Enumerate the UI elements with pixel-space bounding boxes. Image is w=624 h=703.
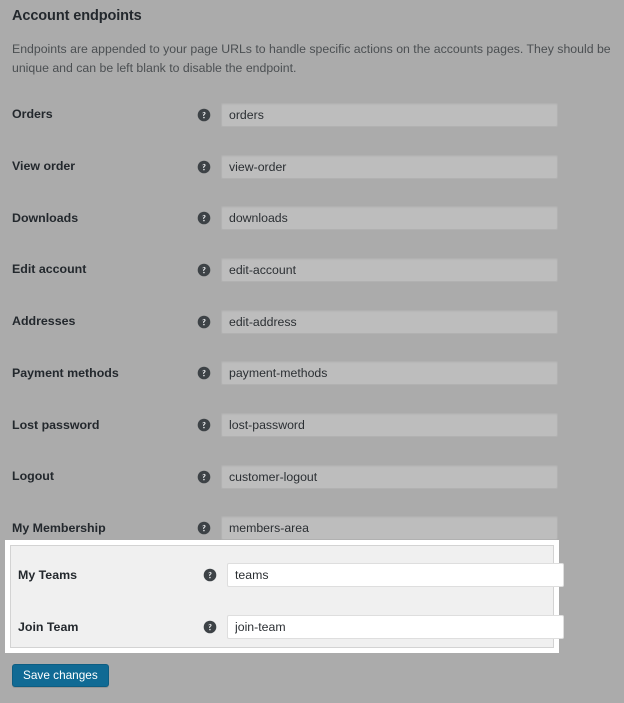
endpoint-input[interactable] — [221, 465, 558, 489]
endpoints-list — [12, 89, 612, 554]
endpoint-row — [12, 89, 612, 141]
help-circle-icon[interactable] — [197, 470, 211, 484]
endpoint-row — [12, 192, 612, 244]
help-circle-icon[interactable] — [197, 418, 211, 432]
endpoint-input[interactable] — [221, 103, 558, 127]
highlighted-endpoints-group — [5, 540, 559, 653]
endpoint-input[interactable] — [221, 206, 558, 230]
endpoint-label: View order — [12, 159, 76, 174]
save-changes-button[interactable]: Save changes — [12, 664, 109, 687]
endpoint-input[interactable] — [227, 615, 564, 639]
help-circle-icon[interactable] — [197, 211, 211, 225]
endpoint-row — [12, 399, 612, 451]
endpoint-label: Edit account — [12, 262, 87, 277]
endpoint-input[interactable] — [221, 258, 558, 282]
help-circle-icon[interactable] — [197, 366, 211, 380]
endpoint-row — [18, 563, 564, 587]
endpoint-input[interactable] — [221, 516, 558, 540]
help-circle-icon[interactable] — [197, 315, 211, 329]
help-circle-icon[interactable] — [203, 568, 217, 582]
endpoint-label: Logout — [12, 469, 54, 484]
endpoint-input[interactable] — [221, 155, 558, 179]
help-circle-icon[interactable] — [197, 160, 211, 174]
endpoint-input[interactable] — [221, 310, 558, 334]
endpoint-row — [12, 244, 612, 296]
help-circle-icon[interactable] — [197, 521, 211, 535]
endpoint-label: Downloads — [12, 210, 79, 225]
page-title: Account endpoints — [12, 8, 142, 24]
endpoint-input[interactable] — [227, 563, 564, 587]
section-description: Endpoints are appended to your page URLs to handle specific actions on the accounts pages. They should be unique and can be left blank to disable the endpoint. — [12, 41, 611, 76]
help-circle-icon[interactable] — [203, 620, 217, 634]
endpoint-label: Lost password — [12, 417, 100, 432]
endpoint-label: Addresses — [12, 314, 76, 329]
endpoint-row — [12, 347, 612, 399]
help-circle-icon[interactable] — [197, 108, 211, 122]
help-circle-icon[interactable] — [197, 263, 211, 277]
endpoint-row — [18, 615, 564, 639]
endpoint-row — [12, 141, 612, 193]
highlighted-endpoints-inner — [10, 545, 554, 648]
endpoint-label: Orders — [12, 107, 53, 122]
endpoint-input[interactable] — [221, 413, 558, 437]
endpoint-label: My Membership — [12, 520, 106, 535]
endpoint-row — [12, 451, 612, 503]
endpoint-input[interactable] — [221, 361, 558, 385]
endpoint-label: Join Team — [18, 620, 79, 634]
endpoint-label: Payment methods — [12, 365, 119, 380]
endpoint-row — [12, 296, 612, 348]
endpoint-label: My Teams — [18, 568, 77, 582]
